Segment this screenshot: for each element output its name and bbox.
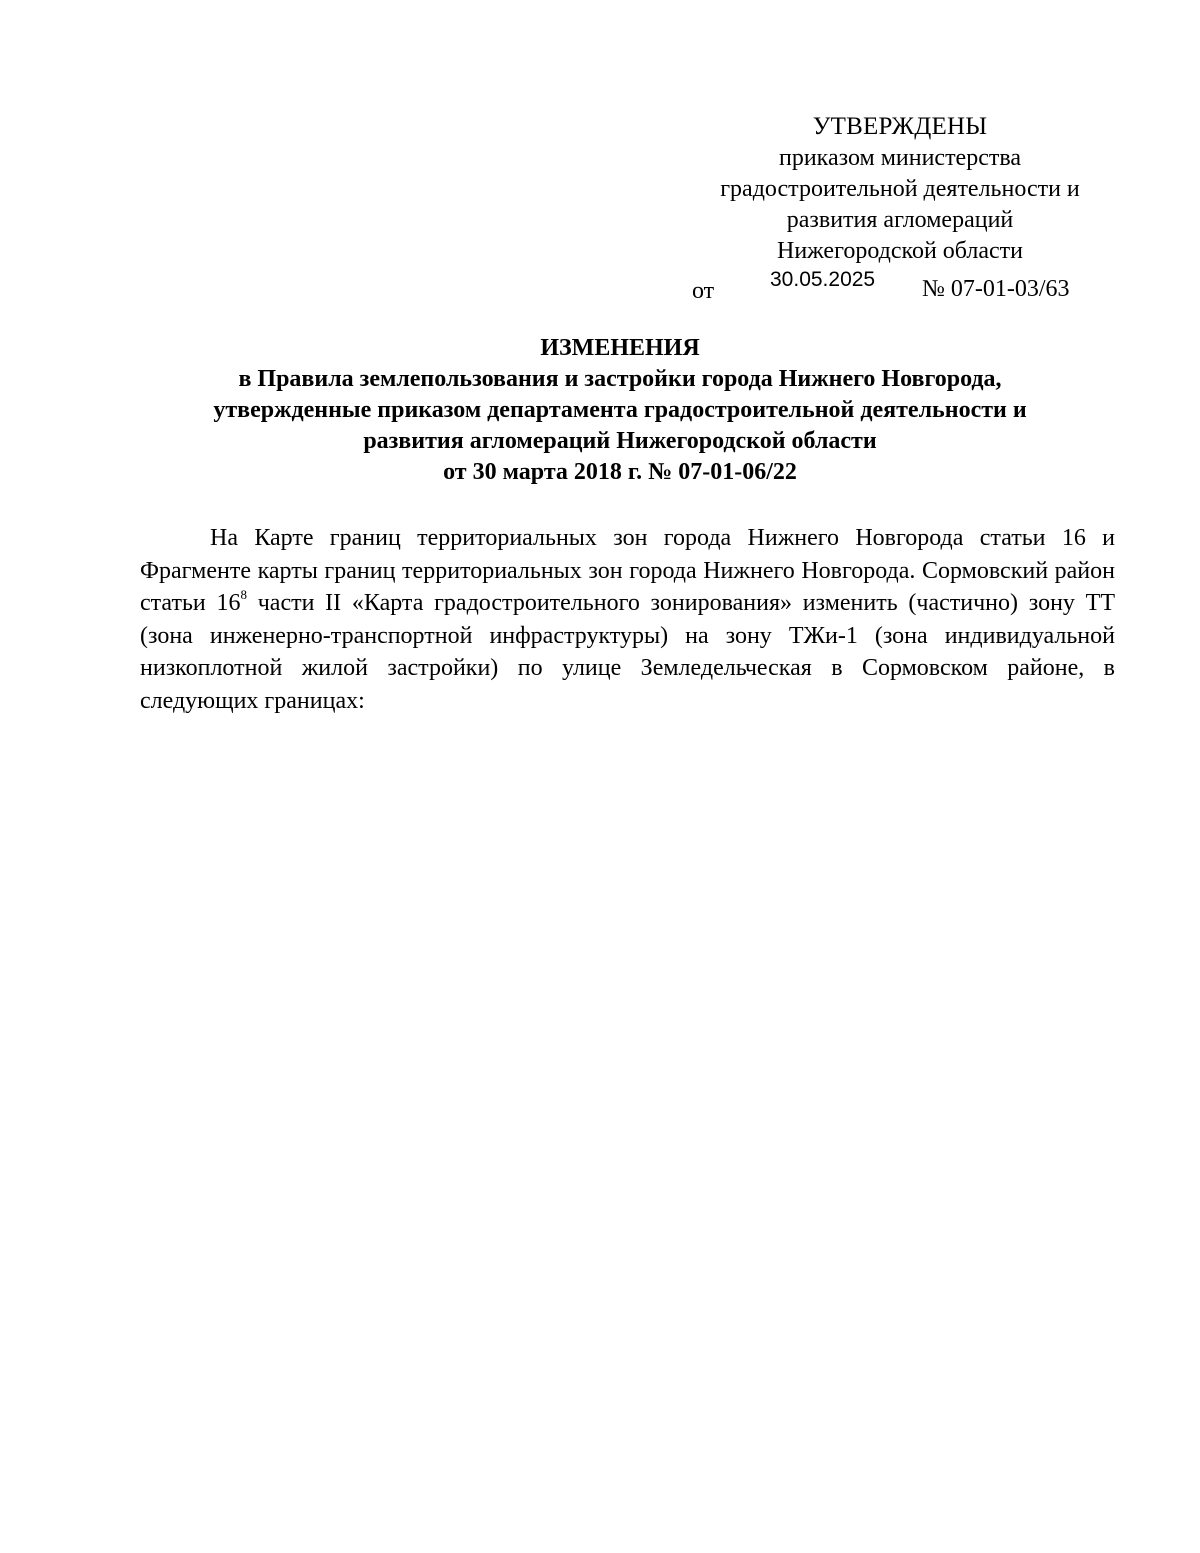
body-paragraph [140, 522, 1115, 717]
order-line [692, 268, 1112, 306]
approval-line-2: градостроительной деятельности и [720, 176, 1080, 202]
order-from-label: от [692, 278, 715, 304]
approval-line-4: Нижегородской области [776, 238, 1024, 264]
heading-line-1: в Правила землепользования и застройки города Нижнего Новгорода, [238, 366, 1002, 392]
document-heading [120, 333, 1120, 488]
approval-line-1: приказом министерства [778, 145, 1022, 171]
approval-title: УТВЕРЖДЕНЫ [812, 113, 988, 140]
heading-line-2: утвержденные приказом департамента градостроительной деятельности и [213, 397, 1027, 423]
order-number: № 07-01-03/63 [922, 276, 1070, 302]
order-date: 30.05.2025 [770, 268, 876, 291]
heading-line-3: развития агломераций Нижегородской области [363, 428, 877, 454]
heading-title: ИЗМЕНЕНИЯ [540, 335, 700, 361]
body-text-part-2: части II «Карта градостроительного зонирования» изменить (частично) зону ТТ (зона инженерно-транспортной инфраструктуры) на зону ТЖи-1 (зона индивидуальной низкоплотной жилой застройки) по улице Земледельческая в Сормовском районе, в следующих границах: [140, 590, 1115, 714]
body-text-part-1: На Карте границ территориальных зон города Нижнего Новгорода статьи 16 и Фрагменте карты границ территориальных зон города Нижнего Новгорода. Сормовский район статьи 16 [140, 525, 1115, 616]
approval-line-3: развития агломераций [786, 207, 1014, 233]
article-superscript: 8 [240, 587, 247, 602]
heading-line-4: от 30 марта 2018 г. № 07-01-06/22 [443, 459, 797, 485]
approval-block [680, 110, 1120, 267]
